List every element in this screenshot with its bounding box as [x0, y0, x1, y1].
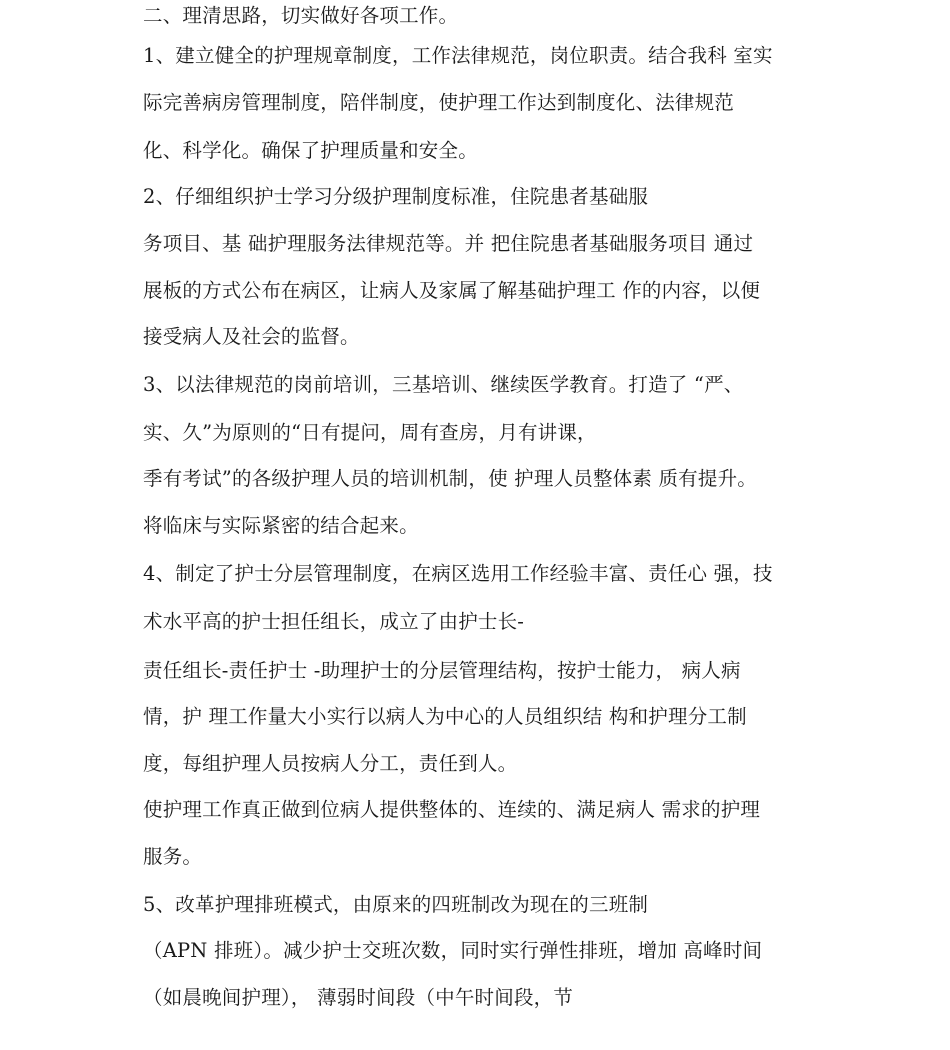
paragraph-line: 季有考试”的各级护理人员的培训机制，使 护理人员整体素 质有提升。 — [143, 467, 757, 490]
paragraph-line: 化、科学化。确保了护理质量和安全。 — [143, 139, 478, 162]
paragraph-line: 3、以法律规范的岗前培训，三基培训、继续医学教育。打造了 “严、 — [143, 373, 744, 396]
paragraph-line: 实、久”为原则的“日有提问，周有查房，月有讲课， — [143, 421, 597, 444]
paragraph-line: 1、建立健全的护理规章制度，工作法律规范，岗位职责。结合我科 室实 — [143, 44, 773, 67]
paragraph-line: 接受病人及社会的监督。 — [143, 325, 360, 348]
paragraph-line: 2、仔细组织护士学习分级护理制度标准，住院患者基础服 — [143, 185, 649, 208]
paragraph-line: 将临床与实际紧密的结合起来。 — [143, 514, 419, 537]
paragraph-line: 际完善病房管理制度，陪伴制度，使护理工作达到制度化、法律规范 — [143, 91, 735, 114]
paragraph-line: 度，每组护理人员按病人分工，责任到人。 — [143, 752, 518, 775]
paragraph-line: 术水平高的护士担任组长，成立了由护士长- — [143, 610, 525, 633]
paragraph-line: （APN 排班）。减少护士交班次数，同时实行弹性排班，增加 高峰时间 — [143, 939, 763, 962]
paragraph-line: 展板的方式公布在病区，让病人及家属了解基础护理工 作的内容，以便 — [143, 279, 761, 302]
paragraph-line: 务项目、基 础护理服务法律规范等。并 把住院患者基础服务项目 通过 — [143, 232, 754, 255]
paragraph-line: 5、改革护理排班模式，由原来的四班制改为现在的三班制 — [143, 893, 649, 916]
paragraph-line: 责任组长-责任护士 -助理护士的分层管理结构，按护士能力， 病人病 — [143, 659, 741, 682]
paragraph-line: 4、制定了护士分层管理制度，在病区选用工作经验丰富、责任心 强，技 — [143, 562, 773, 585]
paragraph-line: 服务。 — [143, 845, 203, 868]
paragraph-line: （如晨晚间护理）， 薄弱时间段（中午时间段，节 — [143, 986, 574, 1009]
paragraph-line: 情，护 理工作量大小实行以病人为中心的人员组织结 构和护理分工制 — [143, 705, 747, 728]
paragraph-line: 使护理工作真正做到位病人提供整体的、连续的、满足病人 需求的护理 — [143, 798, 761, 821]
section-heading: 二、理清思路，切实做好各项工作。 — [143, 4, 459, 27]
